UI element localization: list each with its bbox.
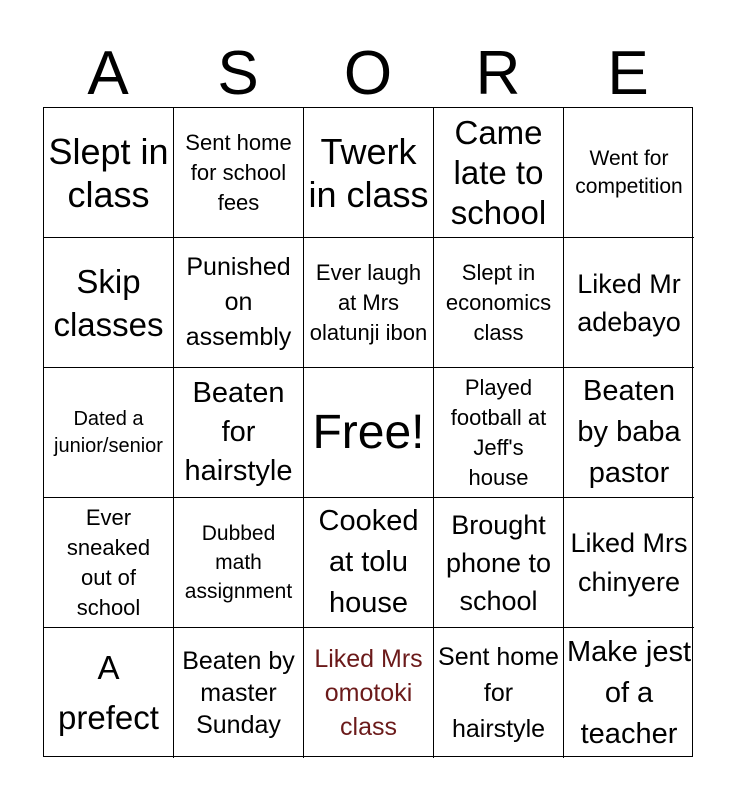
header-letter-a: A (87, 39, 129, 108)
cell-text: Liked Mrs chinyere (570, 527, 688, 597)
bingo-cell[interactable] (44, 108, 174, 238)
header-letter-s: S (217, 39, 259, 108)
cell-text: Dubbed math assignment (184, 522, 293, 603)
cell-text: Punished on assembly (185, 253, 292, 351)
cell-text: Sent home for school fees (185, 129, 292, 215)
bingo-board (43, 107, 693, 757)
cell-text: Beaten by baba pastor (577, 375, 681, 489)
bingo-cell[interactable] (174, 238, 304, 368)
cell-text: Went for competition (575, 146, 683, 198)
cell-text: Dated a junior/senior (54, 407, 163, 457)
cell-text: Slept in economics class (445, 259, 552, 345)
cell-text: Came late to school (450, 113, 547, 231)
bingo-cell[interactable] (434, 628, 564, 758)
bingo-cell[interactable] (174, 628, 304, 758)
bingo-cell[interactable] (434, 108, 564, 238)
cell-text: Ever sneaked out of school (66, 504, 151, 620)
bingo-cell[interactable] (44, 238, 174, 368)
bingo-cell[interactable] (304, 498, 434, 628)
bingo-cell[interactable] (564, 628, 694, 758)
cell-text: Twerk in class (308, 130, 429, 215)
cell-text: Beaten by master Sunday (182, 647, 295, 739)
header-letter-r: R (475, 39, 521, 108)
bingo-cell[interactable] (304, 238, 434, 368)
bingo-cell[interactable] (564, 108, 694, 238)
header-letter-e: E (607, 39, 649, 108)
cell-text: Played football at Jeff's house (450, 374, 547, 490)
bingo-cell[interactable] (174, 498, 304, 628)
free-space: Free! (312, 405, 425, 459)
cell-text: Slept in class (48, 130, 169, 215)
bingo-cell[interactable] (434, 238, 564, 368)
bingo-cell[interactable] (44, 498, 174, 628)
cell-text: Skip classes (53, 262, 164, 343)
bingo-cell[interactable] (304, 628, 434, 758)
bingo-cell[interactable] (564, 368, 694, 498)
bingo-cell[interactable] (434, 368, 564, 498)
bingo-cell[interactable] (564, 498, 694, 628)
header-letter-o: O (343, 39, 393, 108)
bingo-cell[interactable] (304, 108, 434, 238)
cell-text-highlight: Liked Mrs omotoki class (314, 645, 423, 741)
bingo-header (43, 40, 693, 108)
cell-text: Beaten for hairstyle (184, 377, 293, 487)
cell-text: Sent home for hairstyle (438, 643, 559, 743)
bingo-cell[interactable] (174, 368, 304, 498)
bingo-cell[interactable] (564, 238, 694, 368)
cell-text: Make jest of a teacher (566, 635, 692, 750)
bingo-cell[interactable] (434, 498, 564, 628)
bingo-cell[interactable] (44, 628, 174, 758)
cell-text: Liked Mr adebayo (577, 268, 681, 337)
cell-text: Ever laugh at Mrs olatunji ibon (309, 259, 428, 345)
bingo-cell[interactable] (304, 368, 434, 498)
bingo-cell[interactable] (174, 108, 304, 238)
cell-text: Brought phone to school (445, 509, 552, 616)
bingo-cell[interactable] (44, 368, 174, 498)
cell-text: A prefect (58, 649, 159, 736)
cell-text: Cooked at tolu house (318, 505, 419, 619)
